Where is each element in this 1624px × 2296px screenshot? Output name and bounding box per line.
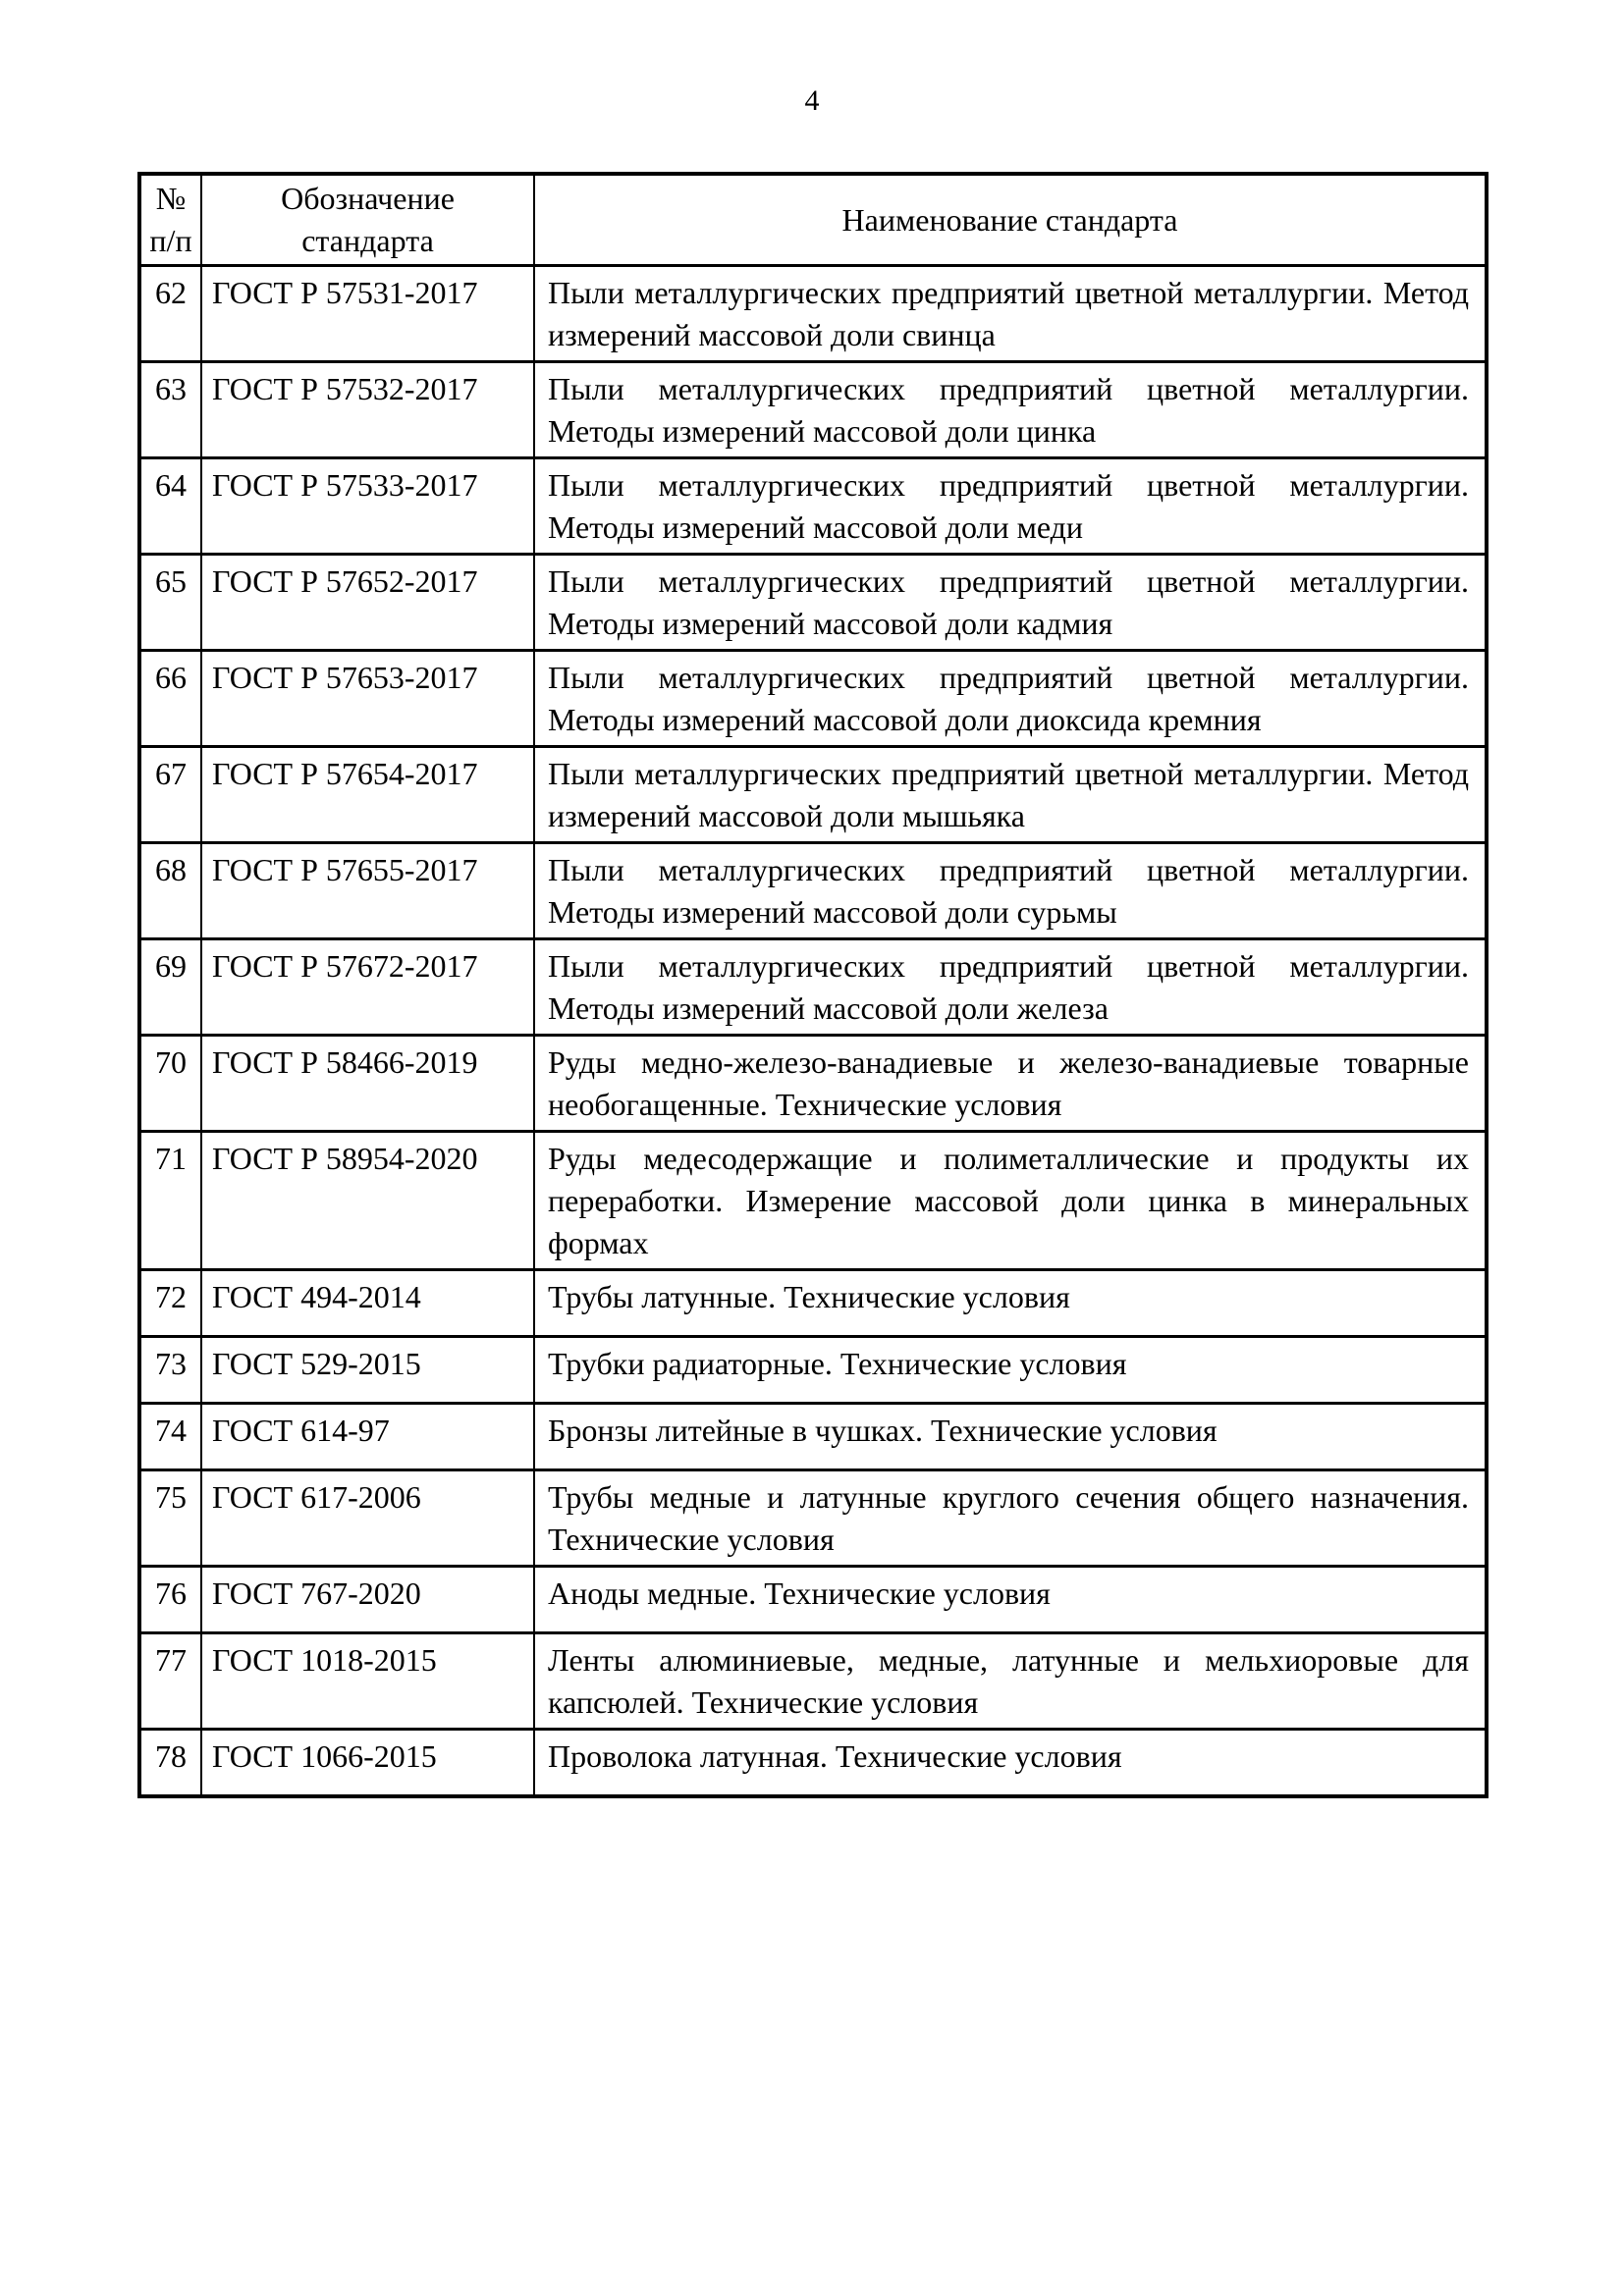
row-designation-cell: ГОСТ Р 57533-2017 — [201, 458, 534, 555]
row-number-cell: 67 — [139, 747, 201, 843]
table-row — [139, 1132, 1487, 1270]
row-designation-cell: ГОСТ 617-2006 — [201, 1470, 534, 1567]
row-name-cell: Аноды медные. Технические условия — [534, 1567, 1487, 1633]
page-number: 4 — [804, 84, 820, 117]
table-row — [139, 1270, 1487, 1337]
table-row — [139, 939, 1487, 1036]
table-row — [139, 362, 1487, 458]
row-name-cell: Пыли металлургических предприятий цветной металлургии. Методы измерений массовой доли меди — [534, 458, 1487, 555]
row-number-cell: 65 — [139, 555, 201, 651]
row-name-cell: Пыли металлургических предприятий цветной металлургии. Метод измерений массовой доли свинца — [534, 266, 1487, 362]
row-name-cell: Пыли металлургических предприятий цветной металлургии. Методы измерений массовой доли диоксида кремния — [534, 651, 1487, 747]
table-row — [139, 266, 1487, 362]
row-designation-cell: ГОСТ Р 57653-2017 — [201, 651, 534, 747]
row-number-cell: 77 — [139, 1633, 201, 1730]
row-designation-cell: ГОСТ Р 57531-2017 — [201, 266, 534, 362]
row-designation-cell: ГОСТ Р 57672-2017 — [201, 939, 534, 1036]
row-number-cell: 72 — [139, 1270, 201, 1337]
row-designation-cell: ГОСТ 529-2015 — [201, 1337, 534, 1404]
table-row — [139, 1036, 1487, 1132]
row-number-cell: 70 — [139, 1036, 201, 1132]
header-designation-line2: стандарта — [301, 223, 434, 258]
table-row — [139, 1567, 1487, 1633]
row-designation-cell: ГОСТ Р 57652-2017 — [201, 555, 534, 651]
row-name-cell: Пыли металлургических предприятий цветной металлургии. Методы измерений массовой доли кадмия — [534, 555, 1487, 651]
row-name-cell: Бронзы литейные в чушках. Технические условия — [534, 1404, 1487, 1470]
table-row — [139, 1337, 1487, 1404]
row-name-cell: Проволока латунная. Технические условия — [534, 1730, 1487, 1796]
row-name-cell: Трубы латунные. Технические условия — [534, 1270, 1487, 1337]
table-row — [139, 651, 1487, 747]
row-designation-cell: ГОСТ 767-2020 — [201, 1567, 534, 1633]
row-number-cell: 62 — [139, 266, 201, 362]
row-designation-cell: ГОСТ Р 58466-2019 — [201, 1036, 534, 1132]
row-number-cell: 74 — [139, 1404, 201, 1470]
row-number-cell: 76 — [139, 1567, 201, 1633]
row-name-cell: Пыли металлургических предприятий цветной металлургии. Методы измерений массовой доли железа — [534, 939, 1487, 1036]
row-name-cell: Пыли металлургических предприятий цветной металлургии. Метод измерений массовой доли мышьяка — [534, 747, 1487, 843]
header-name-label: Наименование стандарта — [841, 201, 1178, 238]
table-row — [139, 843, 1487, 939]
row-name-cell: Трубки радиаторные. Технические условия — [534, 1337, 1487, 1404]
table-header-row — [139, 174, 1487, 266]
row-designation-cell: ГОСТ Р 57532-2017 — [201, 362, 534, 458]
row-designation-cell: ГОСТ Р 58954-2020 — [201, 1132, 534, 1270]
standards-table — [137, 172, 1489, 1798]
row-number-cell: 63 — [139, 362, 201, 458]
header-name-cell — [534, 174, 1487, 266]
row-designation-cell: ГОСТ Р 57654-2017 — [201, 747, 534, 843]
table-row — [139, 555, 1487, 651]
row-name-cell: Руды медесодержащие и полиметаллические и продукты их переработки. Измерение массовой доли цинка в минеральных формах — [534, 1132, 1487, 1270]
table-body — [139, 266, 1487, 1796]
row-number-cell: 68 — [139, 843, 201, 939]
row-designation-cell: ГОСТ 614-97 — [201, 1404, 534, 1470]
header-num-cell — [139, 174, 201, 266]
header-num-line2: п/п — [149, 223, 192, 258]
row-number-cell: 78 — [139, 1730, 201, 1796]
header-designation-cell — [201, 174, 534, 266]
row-designation-cell: ГОСТ 1018-2015 — [201, 1633, 534, 1730]
row-number-cell: 71 — [139, 1132, 201, 1270]
table-row — [139, 747, 1487, 843]
row-name-cell: Ленты алюминиевые, медные, латунные и мельхиоровые для капсюлей. Технические условия — [534, 1633, 1487, 1730]
header-num-line1: № — [155, 181, 187, 216]
table-row — [139, 1404, 1487, 1470]
row-number-cell: 75 — [139, 1470, 201, 1567]
row-name-cell: Трубы медные и латунные круглого сечения общего назначения. Технические условия — [534, 1470, 1487, 1567]
row-number-cell: 64 — [139, 458, 201, 555]
row-number-cell: 66 — [139, 651, 201, 747]
row-number-cell: 73 — [139, 1337, 201, 1404]
table-row — [139, 1470, 1487, 1567]
table-row — [139, 458, 1487, 555]
row-designation-cell: ГОСТ 494-2014 — [201, 1270, 534, 1337]
header-designation-line1: Обозначение — [281, 181, 455, 216]
row-designation-cell: ГОСТ 1066-2015 — [201, 1730, 534, 1796]
table-row — [139, 1633, 1487, 1730]
table-header — [139, 174, 1487, 266]
row-number-cell: 69 — [139, 939, 201, 1036]
table-row — [139, 1730, 1487, 1796]
row-designation-cell: ГОСТ Р 57655-2017 — [201, 843, 534, 939]
row-name-cell: Пыли металлургических предприятий цветной металлургии. Методы измерений массовой доли цинка — [534, 362, 1487, 458]
row-name-cell: Пыли металлургических предприятий цветной металлургии. Методы измерений массовой доли сурьмы — [534, 843, 1487, 939]
row-name-cell: Руды медно-железо-ванадиевые и железо-ванадиевые товарные необогащенные. Технические условия — [534, 1036, 1487, 1132]
